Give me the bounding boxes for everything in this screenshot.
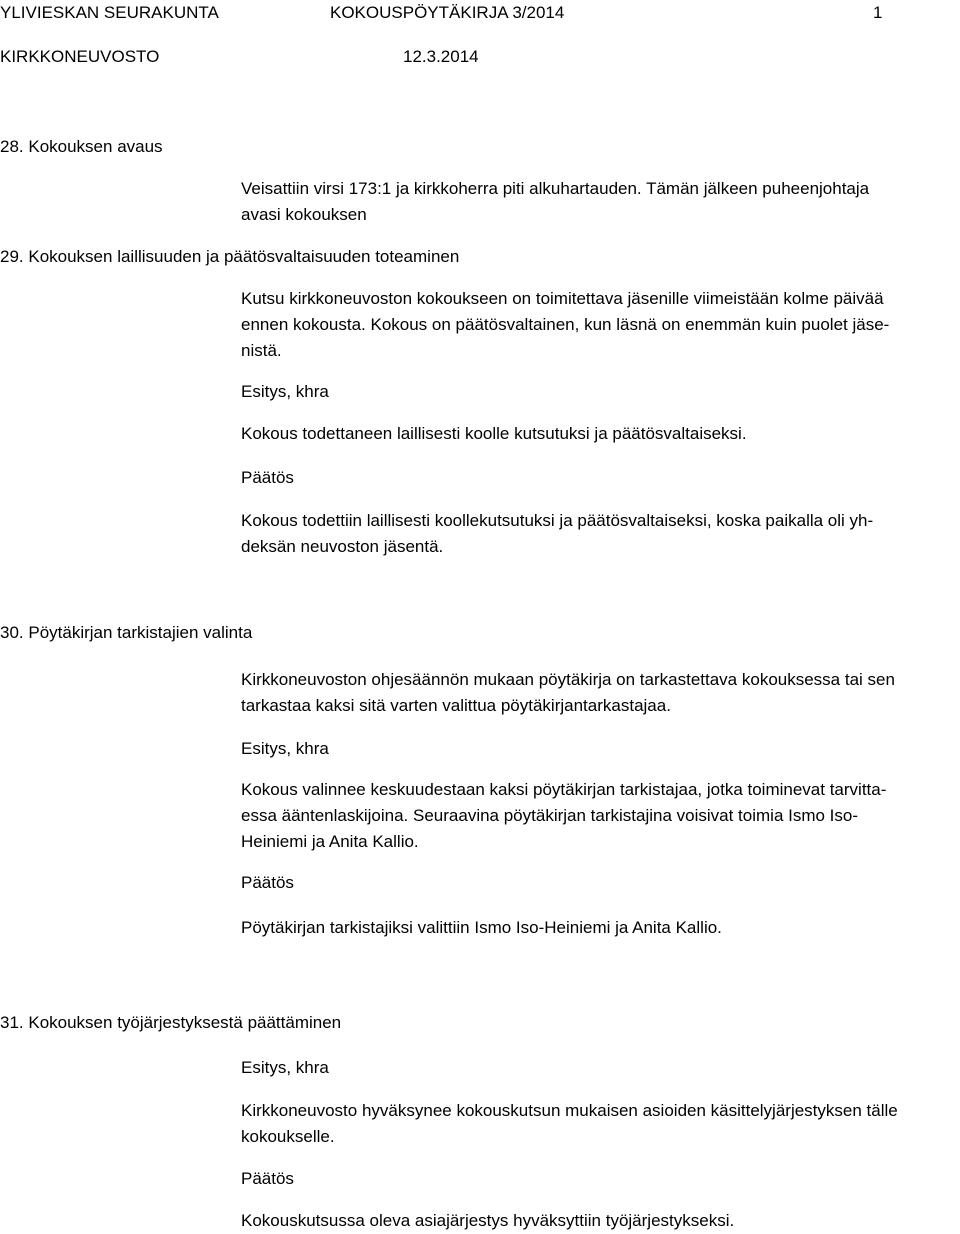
header-doc-title: KOKOUSPÖYTÄKIRJA 3/2014 — [330, 3, 565, 22]
header-page-number: 1 — [873, 3, 883, 22]
section-30-decision-label: Päätös — [241, 873, 294, 892]
section-30-heading: 30. Pöytäkirjan tarkistajien valinta — [0, 623, 253, 642]
section-31-decision-label: Päätös — [241, 1169, 294, 1188]
section-29-decision: Kokous todettiin laillisesti koollekutsutuksi ja päätösvaltaiseksi, koska paikalla oli yh- deksän neuvoston jäsentä. — [241, 511, 874, 556]
section-29-proposal: Kokous todettaneen laillisesti koolle kutsutuksi ja päätösvaltaiseksi. — [241, 424, 747, 443]
section-30-proposal-label: Esitys, khra — [241, 739, 329, 758]
section-28-heading: 28. Kokouksen avaus — [0, 137, 163, 156]
section-31-heading: 31. Kokouksen työjärjestyksestä päättäminen — [0, 1013, 342, 1032]
header-date: 12.3.2014 — [403, 47, 479, 66]
section-29-paragraph: Kutsu kirkkoneuvoston kokoukseen on toimitettava jäsenille viimeistään kolme päivää ennen kokousta. Kokous on päätösvaltainen, kun läsnä on enemmän kuin puolet jäse- nistä. — [241, 289, 890, 360]
section-31-decision: Kokouskutsussa oleva asiajärjestys hyväksyttiin työjärjestykseksi. — [241, 1211, 735, 1230]
section-29-decision-label: Päätös — [241, 468, 294, 487]
header-body: KIRKKONEUVOSTO — [0, 47, 160, 66]
section-31-proposal-label: Esitys, khra — [241, 1058, 329, 1077]
section-30-paragraph: Kirkkoneuvoston ohjesäännön mukaan pöytäkirja on tarkastettava kokouksessa tai sen tarkastaa kaksi sitä varten valittua pöytäkirjantarkastajaa. — [241, 670, 895, 715]
section-29-proposal-label: Esitys, khra — [241, 382, 329, 401]
section-30-proposal: Kokous valinnee keskuudestaan kaksi pöytäkirjan tarkistajaa, jotka toiminevat tarvitta- essa ääntenlaskijoina. Seuraavina pöytäkirjan tarkistajina voisivat toimia Ismo Iso- Heiniemi ja Anita Kallio. — [241, 780, 887, 851]
section-30-decision: Pöytäkirjan tarkistajiksi valittiin Ismo Iso-Heiniemi ja Anita Kallio. — [241, 918, 722, 937]
header-org: YLIVIESKAN SEURAKUNTA — [0, 3, 219, 22]
section-28-paragraph: Veisattiin virsi 173:1 ja kirkkoherra piti alkuhartauden. Tämän jälkeen puheenjohtaja avasi kokouksen — [241, 179, 870, 224]
section-31-proposal: Kirkkoneuvosto hyväksynee kokouskutsun mukaisen asioiden käsittelyjärjestyksen tälle kokoukselle. — [241, 1101, 898, 1146]
section-29-heading: 29. Kokouksen laillisuuden ja päätösvaltaisuuden toteaminen — [0, 247, 460, 266]
